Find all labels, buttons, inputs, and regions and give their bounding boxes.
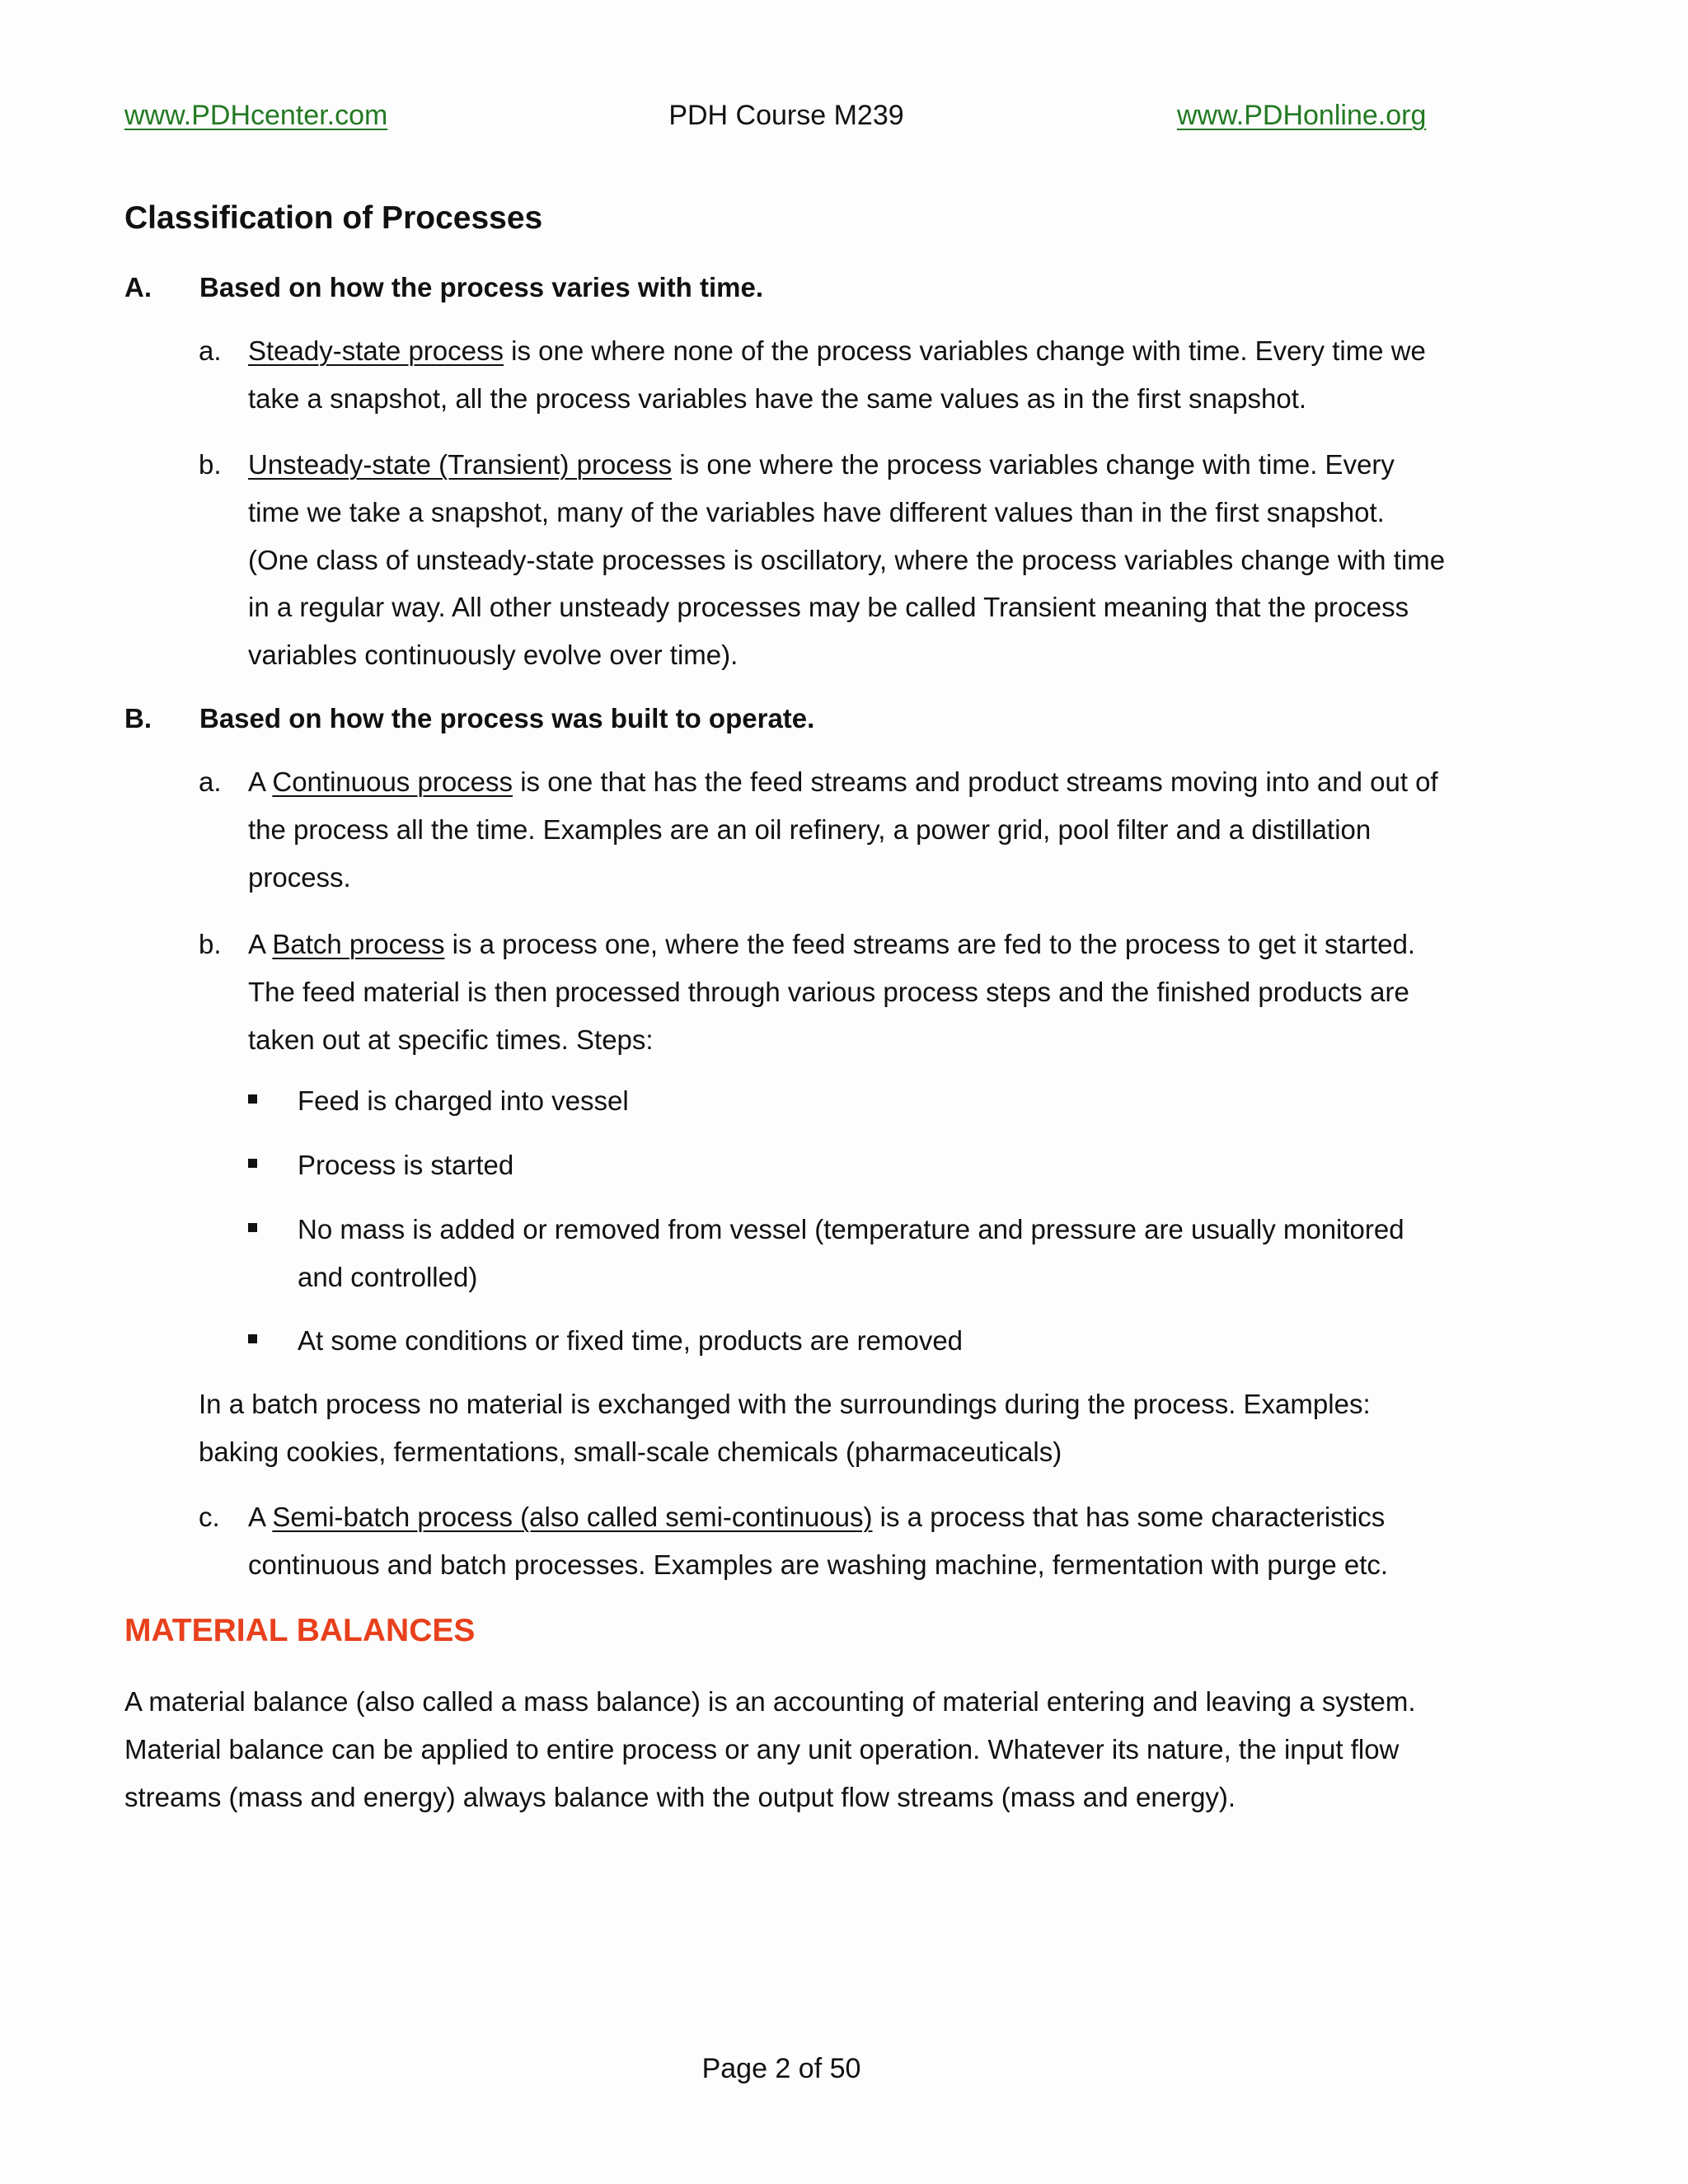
section-b-marker: B.: [124, 703, 152, 733]
bullet-step: [248, 1141, 1451, 1189]
section-a-marker: A.: [124, 272, 152, 302]
header-course-title: PDH Course M239: [668, 100, 904, 131]
square-bullet-icon: [248, 1159, 257, 1168]
item-prefix: A: [248, 766, 273, 797]
bullet-step: [248, 1077, 1451, 1125]
page-number: Page 2 of 50: [701, 2053, 861, 2084]
section-b-title: Based on how the process was built to operate.: [199, 703, 815, 733]
item-prefix: A: [248, 929, 273, 959]
list-item-batch: [199, 921, 1451, 1063]
term-semi-batch: Semi-batch process (also called semi-continuous): [272, 1502, 873, 1532]
item-body: [248, 441, 1451, 679]
list-item-steady-state: [199, 327, 1451, 423]
square-bullet-icon: [248, 1094, 257, 1104]
item-prefix: A: [248, 1502, 273, 1532]
item-marker: b.: [199, 929, 222, 959]
square-bullet-icon: [248, 1223, 257, 1232]
item-text: is one where none of the process variables change with time. Every time we take a snapshot, all the process variables have the same values as in the first snapshot.: [248, 335, 1426, 414]
term-batch: Batch process: [272, 929, 445, 959]
item-text: is one that has the feed streams and product streams moving into and out of the process all the time. Examples are an oil refinery, a power grid, pool filter and a distillation process.: [248, 766, 1438, 893]
batch-note-paragraph: In a batch process no material is exchanged with the surroundings during the process. Examples: baking cookies, fermentations, small-scale chemicals (pharmaceuticals): [199, 1389, 1371, 1467]
item-body: [248, 1493, 1451, 1589]
item-marker: b.: [199, 449, 222, 480]
item-text: is a process one, where the feed streams are fed to the process to get it started. The feed material is then processed through various process steps and the finished products are taken out at specific times. Steps:: [248, 929, 1416, 1055]
term-continuous: Continuous process: [272, 766, 513, 797]
material-balances-heading: MATERIAL BALANCES: [124, 1613, 476, 1648]
list-item-continuous: [199, 758, 1451, 901]
header-link-pdhonline[interactable]: www.PDHonline.org: [1177, 100, 1427, 131]
item-body: [248, 758, 1451, 901]
item-marker: a.: [199, 766, 222, 797]
header-link-pdhcenter[interactable]: www.PDHcenter.com: [124, 100, 388, 131]
page-title: Classification of Processes: [124, 200, 543, 236]
item-body: [248, 327, 1451, 423]
term-steady-state: Steady-state process: [248, 335, 504, 366]
bullet-step: [248, 1206, 1451, 1301]
material-balances-paragraph: A material balance (also called a mass balance) is an accounting of material entering and leaving a system. Material balance can be applied to entire process or any unit operation. Whatever its nature, the input flow streams (mass and energy) always balance with the output flow streams (mass and energy).: [124, 1686, 1416, 1812]
term-unsteady-state: Unsteady-state (Transient) process: [248, 449, 673, 480]
list-item-semi-batch: [199, 1493, 1451, 1589]
item-text: is a process that has some characteristics continuous and batch processes. Examples are washing machine, fermentation with purge etc.: [248, 1502, 1389, 1580]
step-text: No mass is added or removed from vessel (temperature and pressure are usually monitored and controlled): [298, 1214, 1404, 1292]
bullet-step: [248, 1317, 1451, 1365]
list-item-unsteady-state: [199, 441, 1451, 679]
section-a-title: Based on how the process varies with time.: [199, 272, 764, 302]
item-body: [248, 921, 1451, 1063]
step-text: At some conditions or fixed time, products are removed: [298, 1325, 964, 1356]
item-text: is one where the process variables change with time. Every time we take a snapshot, many of the variables have different values than in the first snapshot. (One class of unsteady-state processes is oscillatory, where the process variables change with time in a regular way. All other unsteady processes may be called Transient meaning that the process variables continuously evolve over time).: [248, 449, 1446, 671]
step-text: Process is started: [298, 1150, 514, 1180]
item-marker: c.: [199, 1502, 220, 1532]
step-text: Feed is charged into vessel: [298, 1085, 629, 1116]
item-marker: a.: [199, 335, 222, 366]
square-bullet-icon: [248, 1334, 257, 1343]
